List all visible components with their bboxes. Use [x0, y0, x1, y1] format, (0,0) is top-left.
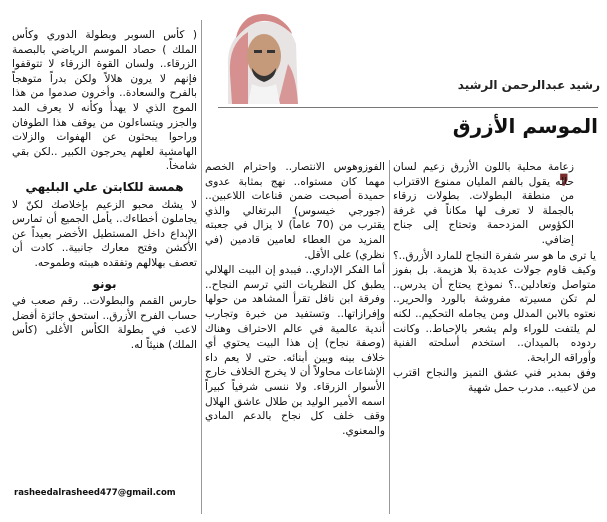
- column-divider: [201, 20, 202, 514]
- section-heading: بونو: [92, 276, 117, 291]
- column-divider: [389, 160, 390, 514]
- paragraph: زعامة محلية باللون الأزرق زعيم لسان حاله يقول بالفم المليان ممنوع الاقتراب من منطقة البطولات. بطولات زرقاء بالجملة لا تعرف لها مكاناً في غرفة الكؤوس المزدحمة وتحتاج إلى جناح إضافي.: [393, 161, 574, 246]
- paragraph: حارس القمم والبطولات.. رقم صعب في حساب الفرح الأزرق.. استحق جائزة أفضل لاعب في بطولة الكأس الأغلى (كأس الملك) هنيئاً له.: [12, 295, 197, 351]
- paragraph: الفوزوهوس الانتصار.. واحترام الخصم مهما كان مستواه.. نهج بمثابة عدوى حميدة أصبحت ضمن قناعات اللاعبين.. (جورجي خيسوس) البرتغالي والذي يقترب من (70 عاماً) لا يزال في جعبته المزيد من العطاء لعامين قادمين (في نظري) على الأقل.: [205, 161, 385, 261]
- author-email: rasheedalrasheed477@gmail.com: [14, 488, 176, 498]
- article-column-left: [12, 28, 197, 353]
- author-name: رشيد عبدالرحمن الرشيد: [457, 78, 600, 92]
- author-photo: [218, 4, 304, 104]
- paragraph: ( كأس السوبر وبطولة الدوري وكأس الملك ) حصاد الموسم الرياضي بالبصمة الزرقاء.. ولسان القوة الزرقاء لا تتوقفوا فإنهم لا يرون هلالاً ولكن بدراً متوهجاً بالفرح والسعادة.. وأخرون صدموا من هذا الموج الذي لا يهدأ وكأنه لا يعرف المد والجزر ويتساءلون من يوقف هذا الطوفان وراحوا يبحثون عن الهفوات والزلات الهامشية لعلهم يحرجون الكبير ..لكن بقي شامخاً.: [12, 29, 197, 173]
- paragraph: يا ترى ما هو سر شفرة النجاح للمارد الأزرق..؟ وكيف قاوم جولات عديدة بلا هزيمة. بل بفوز متواصل وتعادلين..؟ نموذج يحتاج أن يدرس.. لم تكن مسيرته مفروشة بالورد والحرير.. نعتوه بالابن المدلل ومن يجامله التحكيم.. لكنه لم يلتفت للوراء ولم يشعر بالإحباط.. وكانت ردوده بالميدان.. استخدم أسلحته الفنية وأوراقه الرابحة.: [393, 249, 596, 364]
- article-column-middle: [205, 160, 385, 439]
- quote-mark-icon: ❜: [558, 168, 571, 209]
- article-column-right: [393, 160, 596, 397]
- article-title: الموسم الأزرق: [452, 114, 598, 138]
- paragraph: وفق بمدير فني عشق التميز والنجاح اقترب من لاعبيه.. مدرب حمل شهية: [393, 367, 596, 394]
- header-rule: [218, 107, 598, 108]
- paragraph: أما الفكر الإداري.. فيبدو إن البيت الهلالي يطبق كل النظريات التي ترسم النجاح.. وفرقة ابن نافل تقرأ المشاهد من حولها وإفرازاتها.. وتستفيد من خبرة وتجارب أندية عالمية في عالم الاحتراف وهناك (وصفة نجاح) إن هذا البيت يحتوي أي خلاف بينه وبين أبنائه. حتى لا يعم داء الإشاعات محاولاً أن لا يخرج الخلاف خارج الأسوار الزرقاء. ولا ننسى شرفياً كبيراً اسمه الأمير الوليد بن طلال عاشق الهلال وقف خلف كل نجاح بالدعم المادي والمعنوي.: [205, 264, 385, 437]
- paragraph: لا يشك محبو الزعيم بإخلاصك لكنّ لا يجاملون أخطاءك.. يأمل الجميع أن تمارس الإبداع داخل المستطيل الأخضر بعيداً عن الأكشن وفتح معارك جانبية.. كادت أن تعصف بهلالهم وتفقده هيبته وطموحه.: [12, 198, 197, 269]
- section-heading: همسة للكابتن علي البليهي: [25, 179, 184, 194]
